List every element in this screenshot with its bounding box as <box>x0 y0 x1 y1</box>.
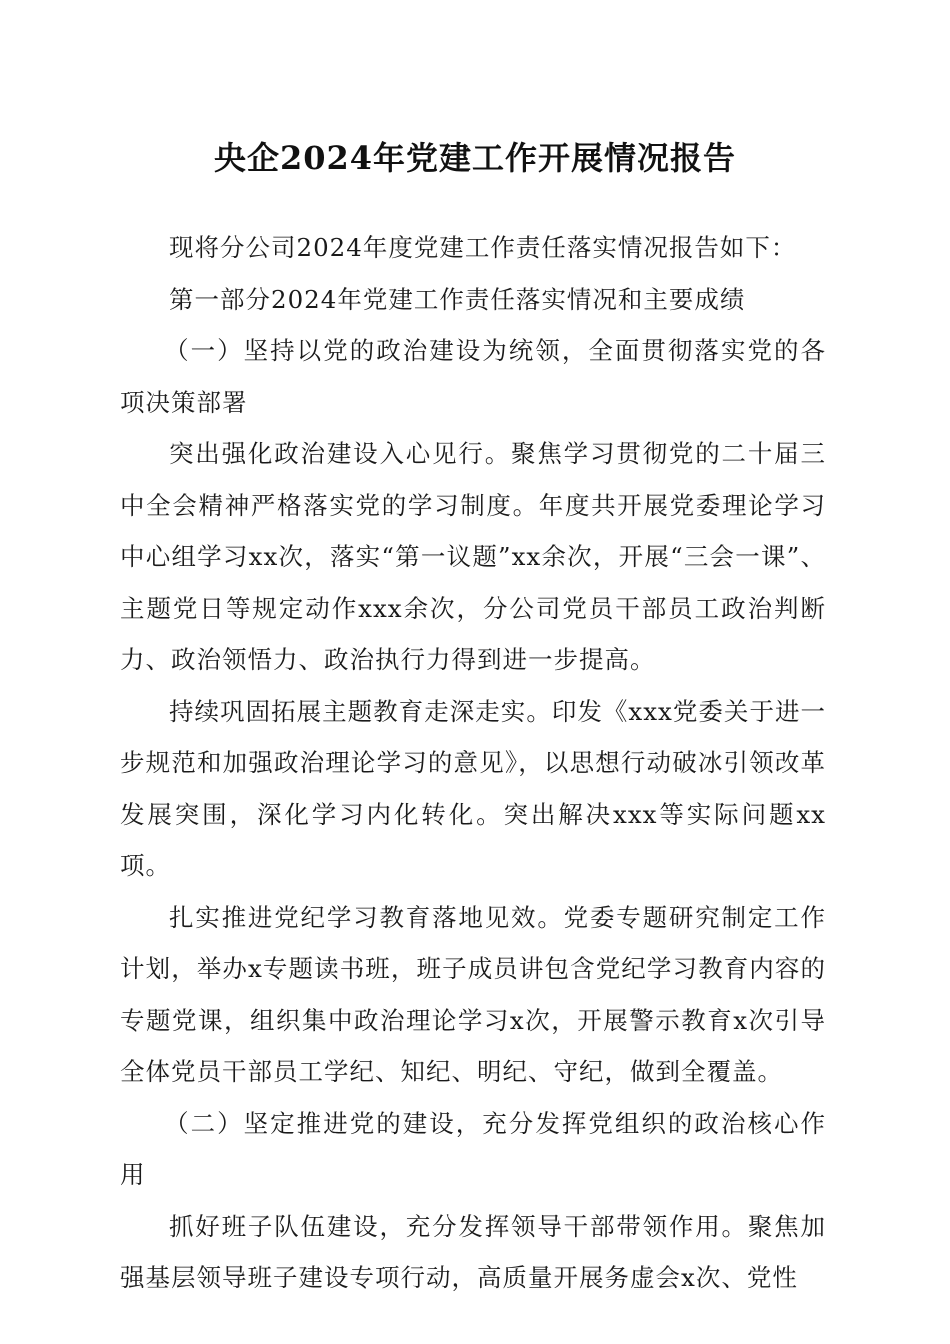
section-heading-2: （二）坚定推进党的建设，充分发挥党组织的政治核心作用 <box>120 1108 826 1189</box>
section-heading-1: （一）坚持以党的政治建设为统领，全面贯彻落实党的各项决策部署 <box>120 336 826 417</box>
part-heading: 第一部分2024年党建工作责任落实情况和主要成绩 <box>169 284 746 314</box>
body-paragraph: 突出强化政治建设入心见行。聚焦学习贯彻党的二十届三中全会精神严格落实党的学习制度。年度共开展党委理论学习中心组学习xx次，落实“第一议题”xx余次，开展“三会一课”、主题党日等规定动作xxx余次，分公司党员干部员工政治判断力、政治领悟力、政治执行力得到进一步提高。 <box>120 439 826 674</box>
body-paragraph: 持续巩固拓展主题教育走深走实。印发《xxx党委关于进一步规范和加强政治理论学习的意见》，以思想行动破冰引领改革发展突围，深化学习内化转化。突出解决xxx等实际问题xx项。 <box>120 696 826 880</box>
body-paragraph: 扎实推进党纪学习教育落地见效。党委专题研究制定工作计划，举办x专题读书班，班子成员讲包含党纪学习教育内容的专题党课，组织集中政治理论学习x次，开展警示教育x次引导全体党员干部员工学纪、知纪、明纪、守纪，做到全覆盖。 <box>120 902 826 1086</box>
intro-paragraph: 现将分公司2024年度党建工作责任落实情况报告如下： <box>169 233 797 262</box>
body-paragraph: 抓好班子队伍建设，充分发挥领导干部带领作用。聚焦加强基层领导班子建设专项行动，高质量开展务虚会x次、党性 <box>120 1211 826 1292</box>
document-body <box>120 222 826 1304</box>
document-title: 央企2024年党建工作开展情况报告 <box>213 139 737 177</box>
